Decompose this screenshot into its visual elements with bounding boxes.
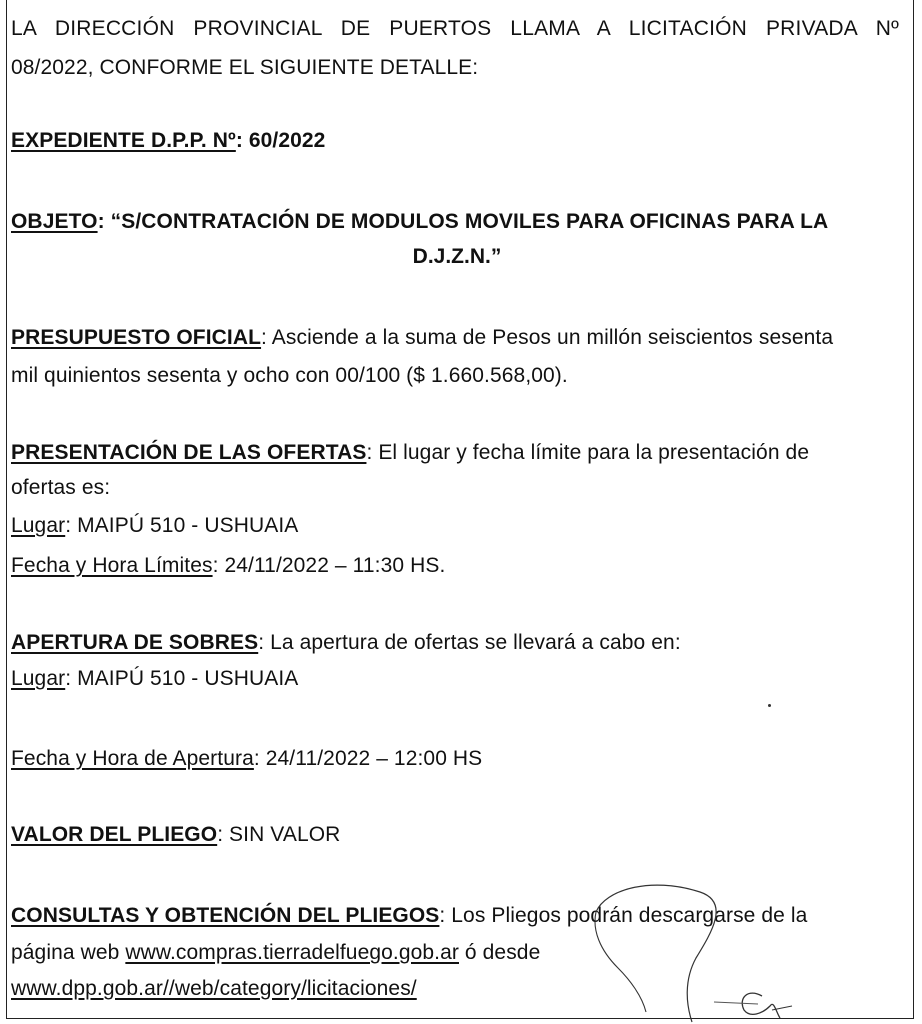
- presentacion-lugar-value: : MAIPÚ 510 - USHUAIA: [65, 514, 299, 537]
- apertura-label: APERTURA DE SOBRES: [11, 631, 259, 654]
- apertura-lugar-value: : MAIPÚ 510 - USHUAIA: [65, 667, 299, 690]
- presentacion-line-2: ofertas es:: [11, 476, 111, 499]
- consultas-row: [11, 904, 807, 928]
- consultas-line-2-pre: página web: [11, 941, 126, 964]
- intro-line-2: 08/2022, CONFORME EL SIGUIENTE DETALLE:: [11, 56, 479, 79]
- presentacion-line-1: : El lugar y fecha límite para la presentación de: [366, 441, 810, 464]
- expediente-label: EXPEDIENTE D.P.P. Nº: [11, 129, 236, 152]
- link-dpp-licitaciones[interactable]: www.dpp.gob.ar//web/category/licitaciones/: [11, 977, 417, 1000]
- link-compras-tdf[interactable]: www.compras.tierradelfuego.gob.ar: [125, 941, 459, 964]
- presentacion-fecha-value: : 24/11/2022 – 11:30 HS.: [212, 554, 446, 577]
- valor-value: : SIN VALOR: [217, 823, 341, 846]
- apertura-lugar-row: [11, 667, 298, 691]
- objeto-line-2: D.J.Z.N.”: [412, 245, 502, 268]
- consultas-label: CONSULTAS Y OBTENCIÓN DEL PLIEGOS: [11, 904, 440, 927]
- presentacion-lugar-row: [11, 514, 298, 538]
- presentacion-lugar-label: Lugar: [11, 514, 66, 537]
- apertura-line-1: : La apertura de ofertas se llevará a cabo en:: [258, 631, 681, 654]
- expediente-colon: :: [235, 129, 243, 152]
- presupuesto-line-1: : Asciende a la suma de Pesos un millón seiscientos sesenta: [261, 326, 834, 349]
- presentacion-label: PRESENTACIÓN DE LAS OFERTAS: [11, 441, 367, 464]
- consultas-line-2: [11, 941, 540, 965]
- consultas-line-1: : Los Pliegos podrán descargarse de la: [439, 904, 808, 927]
- valor-row: [11, 823, 340, 847]
- presentacion-fecha-row: [11, 554, 445, 578]
- consultas-line-3: [11, 977, 417, 1001]
- valor-label: VALOR DEL PLIEGO: [11, 823, 218, 846]
- presentacion-fecha-label: Fecha y Hora Límites: [11, 554, 213, 577]
- presentacion-row: [11, 441, 809, 465]
- objeto-line-1: : “S/CONTRATACIÓN DE MODULOS MOVILES PARA OFICINAS PARA LA: [97, 210, 829, 233]
- objeto-label: OBJETO: [11, 210, 98, 233]
- expediente-value: 60/2022: [248, 129, 326, 152]
- apertura-fecha-label: Fecha y Hora de Apertura: [11, 747, 254, 770]
- consultas-line-2-post: ó desde: [459, 941, 541, 964]
- presupuesto-row: [11, 326, 833, 350]
- scan-speck: [768, 704, 771, 707]
- objeto-row: [11, 210, 828, 234]
- apertura-row: [11, 631, 681, 655]
- document-frame: [6, 0, 914, 1019]
- intro-line-1: LA DIRECCIÓN PROVINCIAL DE PUERTOS LLAMA A LICITACIÓN PRIVADA Nº: [11, 17, 899, 40]
- expediente-row: [11, 129, 325, 153]
- apertura-fecha-row: [11, 747, 482, 771]
- presupuesto-line-2: mil quinientos sesenta y ocho con 00/100 ($ 1.660.568,00).: [11, 364, 568, 387]
- presupuesto-label: PRESUPUESTO OFICIAL: [11, 326, 262, 349]
- apertura-fecha-value: : 24/11/2022 – 12:00 HS: [253, 747, 483, 770]
- apertura-lugar-label: Lugar: [11, 667, 66, 690]
